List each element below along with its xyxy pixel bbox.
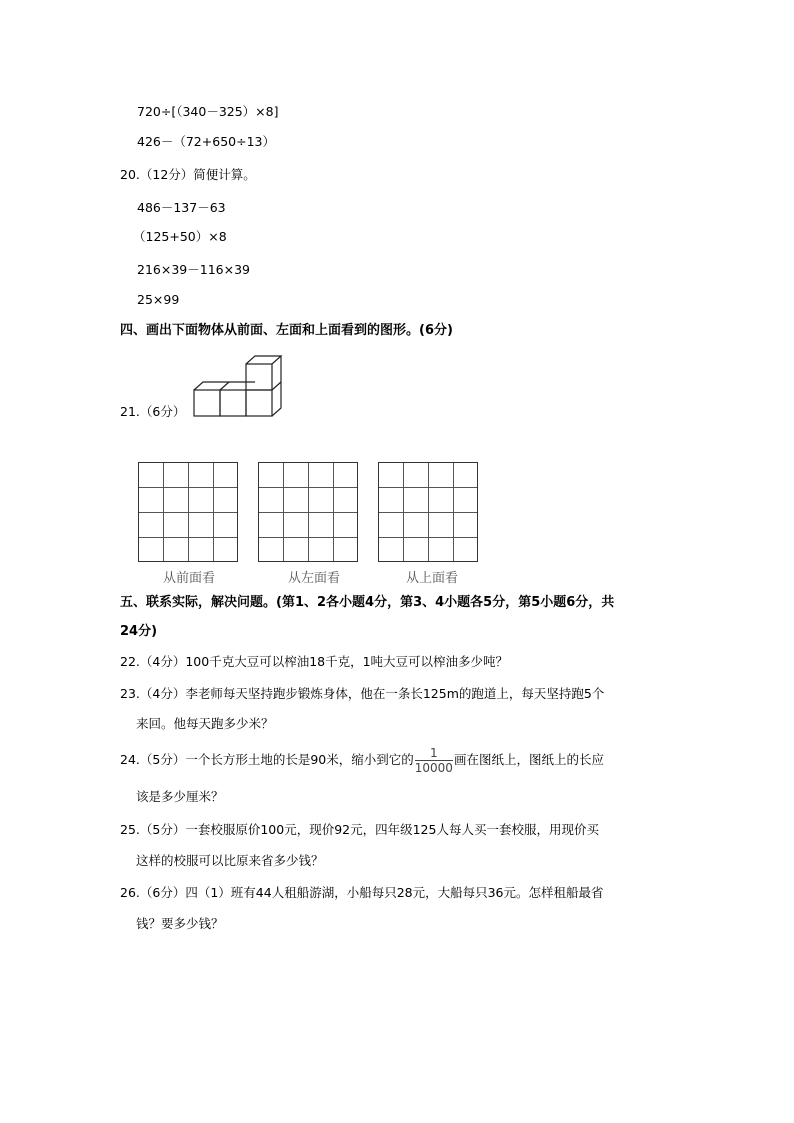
question-22: 22.（4分）100千克大豆可以榨油18千克，1吨大豆可以榨油多少吨？: [120, 654, 509, 669]
section-5-heading: 五、联系实际，解决问题。(第1、2各小题4分，第3、4小题各5分，第5小题6分，共: [120, 595, 615, 610]
question-25: 25.（5分）一套校服原价100元，现价92元，四年级125人每人买一套校服，用现价买: [120, 822, 599, 837]
fraction-numerator: 1: [415, 746, 453, 761]
fraction: [415, 746, 453, 775]
question-24: [120, 744, 604, 776]
expression: 25×99: [137, 292, 180, 307]
fraction-denominator: 10000: [414, 761, 453, 775]
grid-top-view[interactable]: [378, 462, 478, 562]
section-5-heading-cont: 24分): [120, 624, 158, 639]
section-4-heading: 四、画出下面物体从前面、左面和上面看到的图形。(6分): [120, 323, 453, 338]
grid-label: 从上面看: [406, 571, 459, 586]
grid-label: 从前面看: [163, 571, 216, 586]
question-21-label: 21.（6分）: [120, 404, 186, 419]
question-26-cont: 钱？要多少钱？: [136, 916, 224, 931]
question-26: 26.（6分）四（1）班有44人租船游湖，小船每只28元，大船每只36元。怎样租船最省: [120, 885, 604, 900]
question-20-title: 20.（12分）简便计算。: [120, 167, 256, 182]
question-23-cont: 来回。他每天跑多少米？: [136, 716, 274, 731]
question-25-cont: 这样的校服可以比原来省多少钱？: [136, 853, 324, 868]
expression: 486－137－63: [137, 200, 226, 215]
question-24-text: 24.（5分）一个长方形土地的长是90米，缩小到它的: [120, 752, 414, 767]
grid-label: 从左面看: [288, 571, 341, 586]
expression: （125+50）×8: [133, 229, 227, 244]
question-24-text: 画在图纸上，图纸上的长应: [453, 752, 604, 767]
grid-front-view[interactable]: [138, 462, 238, 562]
grid-left-view[interactable]: [258, 462, 358, 562]
question-23: 23.（4分）李老师每天坚持跑步锻炼身体，他在一条长125m的跑道上，每天坚持跑5个: [120, 686, 605, 701]
cube-stack-figure: [190, 352, 286, 420]
expression: 720÷[（340－325）×8]: [137, 104, 279, 119]
expression: 426－（72+650÷13）: [137, 134, 275, 149]
expression: 216×39－116×39: [137, 262, 250, 277]
question-24-cont: 该是多少厘米？: [136, 789, 224, 804]
